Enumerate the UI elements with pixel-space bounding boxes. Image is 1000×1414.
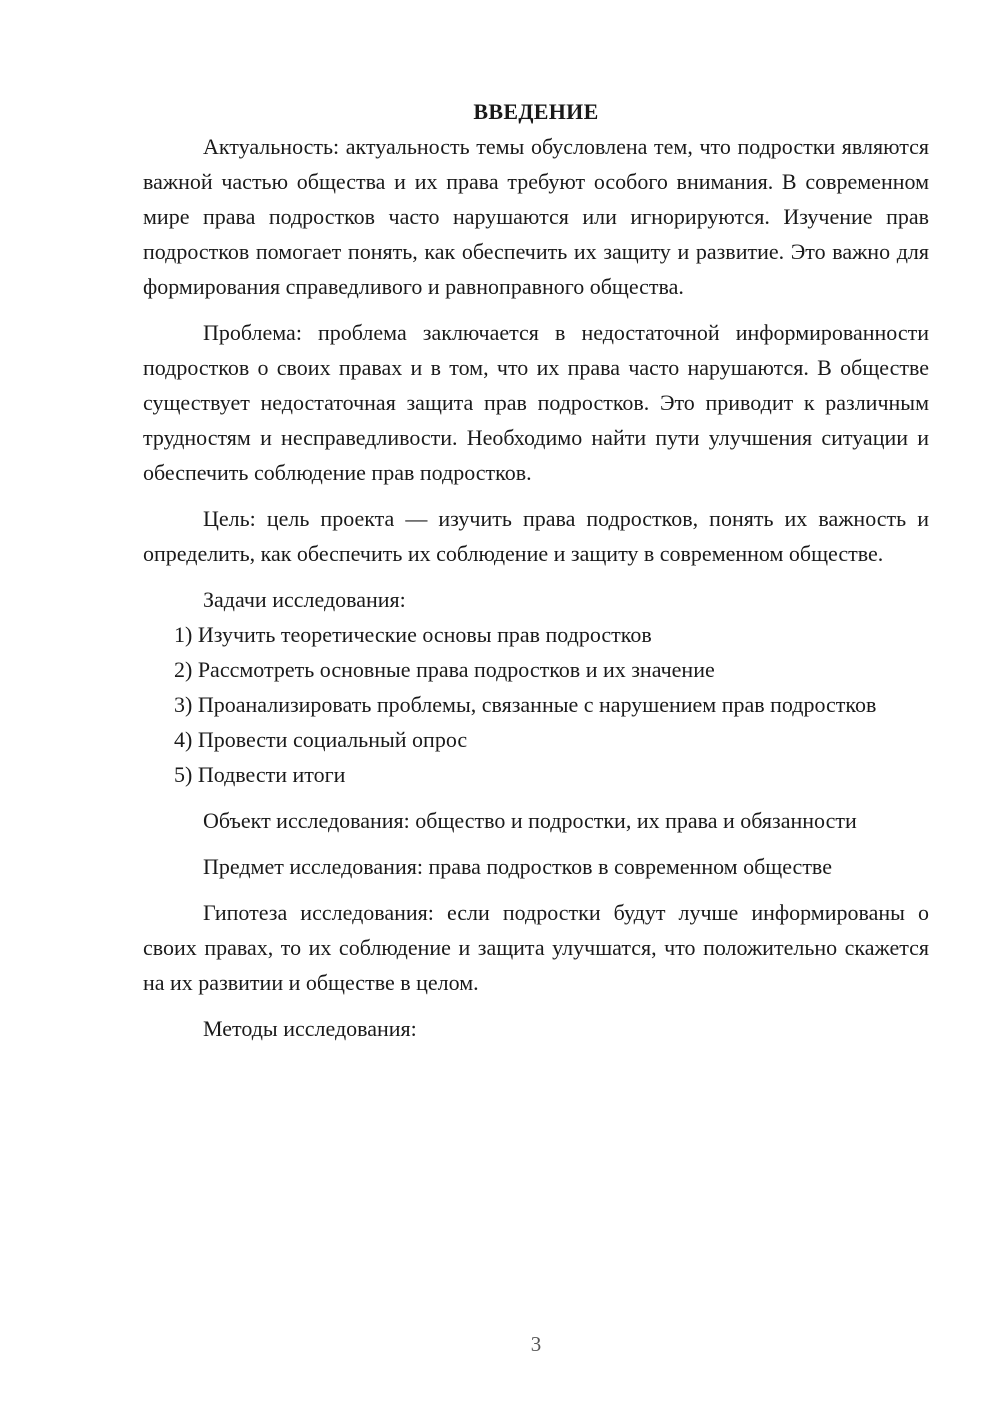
- paragraph-goal: Цель: цель проекта — изучить права подростков, понять их важность и определить, как обеспечить их соблюдение и защиту в современном обществе.: [143, 506, 929, 566]
- document-page: [143, 94, 929, 1046]
- tasks-heading: Задачи исследования:: [203, 587, 406, 612]
- task-item-1: 1) Изучить теоретические основы прав подростков: [174, 622, 652, 647]
- paragraph-hypothesis: Гипотеза исследования: если подростки будут лучше информированы о своих правах, то их соблюдение и защита улучшатся, что положительно скажется на их развитии и обществе в целом.: [143, 900, 929, 995]
- task-item-3: 3) Проанализировать проблемы, связанные с нарушением прав подростков: [174, 692, 877, 717]
- paragraph-problem: Проблема: проблема заключается в недостаточной информированности подростков о своих правах и в том, что их права часто нарушаются. В обществе существует недостаточная защита прав подростков. Это приводит к различным трудностям и несправедливости. Необходимо найти пути улучшения ситуации и обеспечить соблюдение прав подростков.: [143, 320, 929, 485]
- methods-heading: Методы исследования:: [203, 1016, 417, 1041]
- paragraph-object: Объект исследования: общество и подростки, их права и обязанности: [203, 808, 857, 833]
- paragraph-subject: Предмет исследования: права подростков в современном обществе: [203, 854, 832, 879]
- paragraph-relevance: Актуальность: актуальность темы обусловлена тем, что подростки являются важной частью общества и их права требуют особого внимания. В современном мире права подростков часто нарушаются или игнорируются. Изучение прав подростков помогает понять, как обеспечить их защиту и развитие. Это важно для формирования справедливого и равноправного общества.: [143, 134, 929, 299]
- task-item-2: 2) Рассмотреть основные права подростков и их значение: [174, 657, 715, 682]
- task-item-5: 5) Подвести итоги: [174, 762, 346, 787]
- task-item-4: 4) Провести социальный опрос: [174, 727, 468, 752]
- page-number: 3: [530, 1332, 542, 1356]
- section-heading: ВВЕДЕНИЕ: [473, 99, 599, 124]
